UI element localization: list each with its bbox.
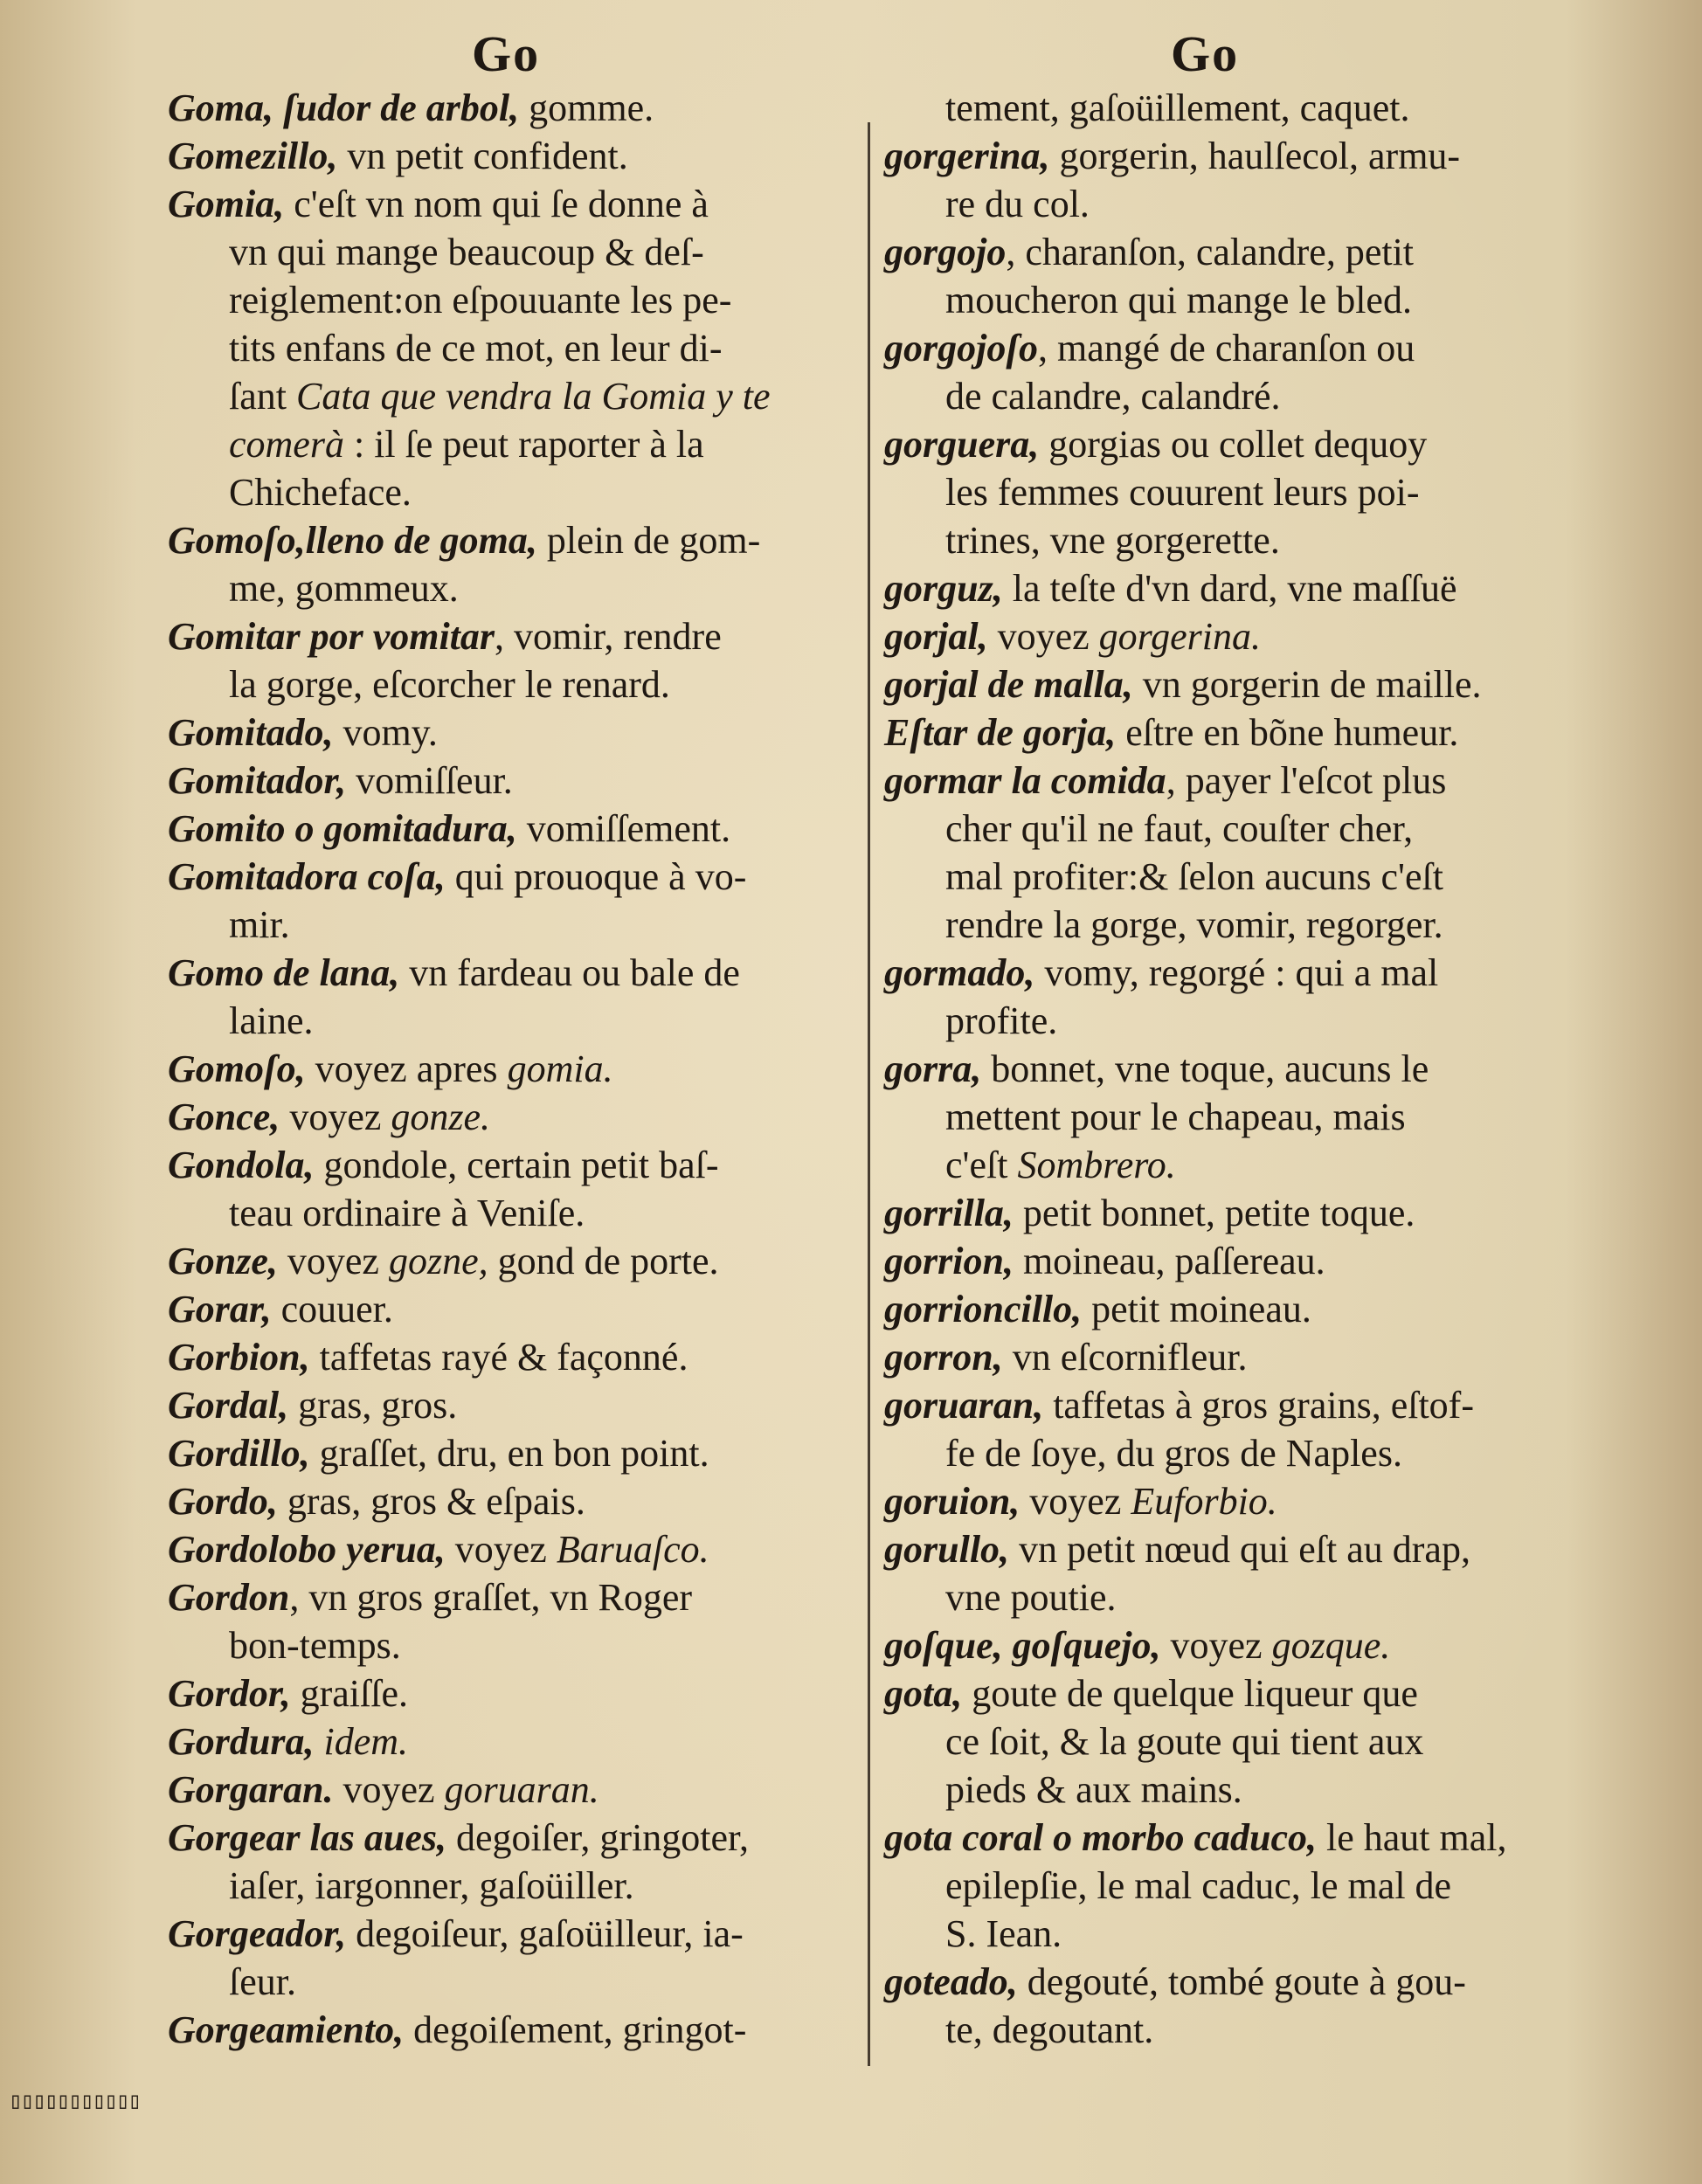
italic-text: goruaran. — [444, 1768, 599, 1811]
entry-continuation — [884, 516, 1590, 564]
entry-continuation — [884, 1766, 1590, 1814]
dictionary-entry — [168, 1525, 867, 1573]
definition-text: la teſte d'vn dard, vne maſſuë — [1002, 567, 1457, 610]
entry-continuation — [884, 1429, 1590, 1477]
headword: Gordor, — [168, 1672, 291, 1715]
definition-text: , vn gros graſſet, vn Roger — [289, 1576, 693, 1619]
definition-text: S. Iean. — [945, 1912, 1062, 1955]
headword: Gorgeador, — [168, 1912, 347, 1955]
definition-text: mir. — [229, 903, 290, 946]
entry-continuation — [168, 901, 867, 949]
definition-text: : il ſe peut raporter à la — [343, 423, 704, 466]
dictionary-entry — [884, 949, 1590, 997]
entry-continuation — [168, 564, 867, 612]
italic-text: Baruaſco. — [556, 1528, 709, 1571]
definition-text: reiglement:on eſpouuante les pe- — [229, 279, 732, 321]
headword: gorullo, — [884, 1528, 1010, 1571]
headword: Gomia, — [168, 183, 285, 225]
running-header-right: Go — [1171, 25, 1240, 82]
dictionary-entry — [168, 1045, 867, 1093]
headword: gota, — [884, 1672, 963, 1715]
dictionary-entry — [168, 1573, 867, 1621]
definition-text: trines, vne gorgerette. — [945, 519, 1280, 562]
definition-text: fe de ſoye, du gros de Naples. — [945, 1432, 1402, 1475]
definition-text: ce ſoit, & la goute qui tient aux — [945, 1720, 1424, 1763]
dictionary-entry — [168, 1141, 867, 1189]
italic-text: Cata que vendra la Gomia y te — [295, 375, 771, 418]
entry-continuation — [884, 372, 1590, 420]
dictionary-entry — [168, 1093, 867, 1141]
entry-continuation — [884, 276, 1590, 324]
definition-text: la gorge, eſcorcher le renard. — [229, 663, 670, 706]
definition-text: graſſet, dru, en bon point. — [309, 1432, 709, 1475]
headword: gorrilla, — [884, 1192, 1014, 1234]
entry-continuation — [168, 324, 867, 372]
headword: Gordal, — [168, 1384, 289, 1427]
definition-text: mal profiter:& ſelon aucuns c'eſt — [945, 855, 1443, 898]
headword: Gonze, — [168, 1240, 278, 1282]
headword: Gomoſo, — [168, 1047, 306, 1090]
entry-continuation — [168, 997, 867, 1045]
dictionary-entry — [884, 564, 1590, 612]
italic-text: Sombrero. — [1017, 1144, 1176, 1186]
definition-text: iaſer, iargonner, gaſoüiller. — [229, 1864, 634, 1907]
definition-text: vn petit confident. — [337, 135, 628, 177]
definition-text: le haut mal, — [1316, 1816, 1507, 1859]
definition-text: gondole, certain petit baſ- — [314, 1144, 719, 1186]
headword: Gomezillo, — [168, 135, 338, 177]
definition-text: voyez — [280, 1095, 391, 1138]
definition-text: ſant — [229, 375, 296, 418]
dictionary-entry — [884, 1333, 1590, 1381]
headword: gota coral o morbo caduco, — [884, 1816, 1317, 1859]
right-column — [884, 84, 1590, 2054]
italic-text: gozque. — [1271, 1624, 1391, 1667]
dictionary-entry — [884, 1477, 1590, 1525]
headword: Gorgeamiento, — [168, 2008, 405, 2051]
entry-continuation — [884, 805, 1590, 853]
headword: Gomitado, — [168, 711, 334, 754]
definition-text: qui prouoque à vo- — [445, 855, 747, 898]
entry-continuation — [884, 901, 1590, 949]
entry-continuation — [168, 420, 867, 468]
dictionary-entry — [168, 180, 867, 228]
entry-continuation — [884, 180, 1590, 228]
definition-text: tement, gaſoüillement, caquet. — [945, 86, 1410, 129]
italic-text: Euforbio. — [1131, 1480, 1277, 1523]
headword: gorrion, — [884, 1240, 1014, 1282]
dictionary-entry — [168, 949, 867, 997]
definition-text: vne poutie. — [945, 1576, 1117, 1619]
dictionary-entry — [884, 612, 1590, 660]
definition-text: re du col. — [945, 183, 1090, 225]
dictionary-entry — [884, 1237, 1590, 1285]
definition-text: vn petit nœud qui eſt au drap, — [1009, 1528, 1470, 1571]
definition-text: gond de porte. — [488, 1240, 719, 1282]
definition-text: epilepſie, le mal caduc, le mal de — [945, 1864, 1452, 1907]
definition-text: petit moineau. — [1082, 1288, 1311, 1330]
definition-text: goute de quelque liqueur que — [962, 1672, 1418, 1715]
definition-text: voyez — [1020, 1480, 1131, 1523]
headword: Gonce, — [168, 1095, 280, 1138]
dictionary-entry — [884, 1525, 1590, 1573]
entry-continuation — [168, 228, 867, 276]
dictionary-entry — [884, 660, 1590, 708]
entry-continuation — [168, 1189, 867, 1237]
dictionary-entry — [168, 1429, 867, 1477]
definition-text: vn qui mange beaucoup & deſ- — [229, 231, 704, 273]
italic-text: comerà — [229, 423, 344, 466]
definition-text: bon-temps. — [229, 1624, 401, 1667]
definition-text: voyez apres — [305, 1047, 508, 1090]
headword: Eſtar de gorja, — [884, 711, 1117, 754]
entry-continuation — [884, 1093, 1590, 1141]
dictionary-entry — [168, 1333, 867, 1381]
italic-text: idem. — [323, 1720, 409, 1763]
dictionary-entry — [884, 1621, 1590, 1669]
dictionary-entry — [168, 1766, 867, 1814]
definition-text: vomy. — [333, 711, 438, 754]
headword: Gorgear las aues, — [168, 1816, 447, 1859]
dictionary-entry — [168, 1381, 867, 1429]
dictionary-entry — [884, 132, 1590, 180]
entry-continuation — [884, 1910, 1590, 1958]
entry-continuation — [884, 997, 1590, 1045]
definition-text: gras, gros. — [288, 1384, 458, 1427]
definition-text: vomiſſeur. — [346, 759, 513, 802]
headword: Goma, ſudor de arbol, — [168, 86, 520, 129]
entry-continuation — [884, 2006, 1590, 2054]
definition-text: degoiſeur, gaſoüilleur, ia- — [346, 1912, 744, 1955]
dictionary-entry — [884, 1189, 1590, 1237]
headword: goſque, goſquejo, — [884, 1624, 1161, 1667]
dictionary-entry — [884, 1958, 1590, 2006]
definition-text: bonnet, vne toque, aucuns le — [981, 1047, 1429, 1090]
dictionary-entry — [884, 1814, 1590, 1862]
definition-text: c'eſt — [945, 1144, 1018, 1186]
headword: Gomito o gomitadura, — [168, 807, 517, 850]
definition-text: de calandre, calandré. — [945, 375, 1281, 418]
dictionary-entry — [884, 420, 1590, 468]
definition-text: taffetas rayé & façonné. — [309, 1336, 688, 1379]
entry-continuation — [168, 1958, 867, 2006]
dictionary-entry — [884, 1669, 1590, 1717]
definition-text: gorgerin, haulſecol, armu- — [1049, 135, 1461, 177]
dictionary-entry — [168, 757, 867, 805]
definition-text: , payer l'eſcot plus — [1166, 759, 1447, 802]
running-header-left: Go — [472, 25, 541, 82]
entry-continuation — [168, 468, 867, 516]
dictionary-entry — [884, 1045, 1590, 1093]
dictionary-entry — [168, 1237, 867, 1285]
definition-text: moineau, paſſereau. — [1013, 1240, 1325, 1282]
definition-text: degoiſer, gringoter, — [446, 1816, 749, 1859]
dictionary-entry — [168, 1477, 867, 1525]
definition-text: plein de gom- — [536, 519, 761, 562]
definition-text: vomy, regorgé : qui a mal — [1034, 951, 1439, 994]
headword: gorguera, — [884, 423, 1040, 466]
dictionary-entry — [884, 708, 1590, 757]
dictionary-entry — [168, 1669, 867, 1717]
italic-text: gorgerina. — [1098, 615, 1262, 658]
entry-continuation — [168, 1621, 867, 1669]
headword: gormar la comida — [884, 759, 1166, 802]
entry-continuation — [884, 1717, 1590, 1766]
definition-text: eſtre en bõne humeur. — [1116, 711, 1459, 754]
dictionary-entry — [168, 708, 867, 757]
headword: gorjal, — [884, 615, 988, 658]
headword: Gordura, — [168, 1720, 315, 1763]
dictionary-entry — [168, 132, 867, 180]
headword: gorra, — [884, 1047, 982, 1090]
definition-text: tits enfans de ce mot, en leur di- — [229, 327, 723, 370]
dictionary-entry — [168, 805, 867, 853]
dictionary-entry — [168, 1717, 867, 1766]
definition-text: petit bonnet, petite toque. — [1013, 1192, 1415, 1234]
definition-text: degouté, tombé goute à gou- — [1017, 1960, 1466, 2003]
definition-text: , vomir, rendre — [495, 615, 722, 658]
dictionary-entry — [884, 324, 1590, 372]
dictionary-entry — [884, 228, 1590, 276]
headword: Gordon — [168, 1576, 290, 1619]
italic-text: gomia. — [507, 1047, 613, 1090]
dictionary-entry — [168, 853, 867, 901]
definition-text: rendre la gorge, vomir, regorger. — [945, 903, 1443, 946]
italic-text: gozne, — [388, 1240, 488, 1282]
dictionary-entry — [884, 1381, 1590, 1429]
definition-text: , mangé de charanſon ou — [1038, 327, 1415, 370]
headword: goruion, — [884, 1480, 1021, 1523]
headword: gorjal de malla, — [884, 663, 1133, 706]
definition-text: taffetas à gros grains, eſtof- — [1043, 1384, 1474, 1427]
headword: gorron, — [884, 1336, 1003, 1379]
dictionary-entry — [168, 1910, 867, 1958]
headword: goruaran, — [884, 1384, 1044, 1427]
headword: gorgojoſo — [884, 327, 1038, 370]
definition-text: degoiſement, gringot- — [404, 2008, 747, 2051]
entry-continuation — [168, 1862, 867, 1910]
headword: gorgojo — [884, 231, 1007, 273]
headword: Gomoſo,lleno de goma, — [168, 519, 537, 562]
entry-continuation — [884, 84, 1590, 132]
definition-text: les femmes couurent leurs poi- — [945, 471, 1420, 514]
definition-text: gras, gros & eſpais. — [277, 1480, 585, 1523]
definition-text: vomiſſement. — [516, 807, 731, 850]
dictionary-entry — [168, 612, 867, 660]
headword: Gorgaran. — [168, 1768, 334, 1811]
dictionary-entry — [168, 2006, 867, 2054]
headword: Gorar, — [168, 1288, 272, 1330]
definition-text: pieds & aux mains. — [945, 1768, 1242, 1811]
definition-text: te, degoutant. — [945, 2008, 1154, 2051]
dictionary-entry — [168, 516, 867, 564]
headword: Gordillo, — [168, 1432, 310, 1475]
entry-continuation — [884, 1141, 1590, 1189]
headword: Gomo de lana, — [168, 951, 400, 994]
definition-text: teau ordinaire à Veniſe. — [229, 1192, 585, 1234]
column-divider — [868, 122, 870, 2066]
definition-text: vn gorgerin de maille. — [1132, 663, 1482, 706]
italic-text: gonze. — [391, 1095, 491, 1138]
definition-text: voyez — [333, 1768, 445, 1811]
headword: gormado, — [884, 951, 1035, 994]
definition-text: laine. — [229, 999, 314, 1042]
headword: Gordolobo yerua, — [168, 1528, 446, 1571]
definition-text: Chicheface. — [229, 471, 412, 514]
definition-text — [315, 1720, 324, 1763]
dictionary-entry — [884, 757, 1590, 805]
definition-text: voyez — [987, 615, 1099, 658]
definition-text: voyez — [277, 1240, 389, 1282]
definition-text: me, gommeux. — [229, 567, 459, 610]
footer-mark: ▯▯▯▯▯▯▯▯▯▯▯ — [9, 2088, 141, 2114]
definition-text: graiſſe. — [290, 1672, 408, 1715]
headword: Gorbion, — [168, 1336, 310, 1379]
definition-text: voyez — [1160, 1624, 1272, 1667]
headword: gorrioncillo, — [884, 1288, 1083, 1330]
entry-continuation — [884, 853, 1590, 901]
headword: Gomitador, — [168, 759, 347, 802]
headword: gorguz, — [884, 567, 1003, 610]
dictionary-entry — [168, 1285, 867, 1333]
definition-text: profite. — [945, 999, 1058, 1042]
entry-continuation — [168, 660, 867, 708]
definition-text: voyez — [445, 1528, 557, 1571]
dictionary-entry — [884, 1285, 1590, 1333]
definition-text: vn eſcornifleur. — [1002, 1336, 1248, 1379]
definition-text: , charanſon, calandre, petit — [1006, 231, 1415, 273]
definition-text: ſeur. — [229, 1960, 296, 2003]
definition-text: moucheron qui mange le bled. — [945, 279, 1412, 321]
left-column — [168, 84, 867, 2054]
entry-continuation — [884, 468, 1590, 516]
entry-continuation — [884, 1862, 1590, 1910]
definition-text: gorgias ou collet dequoy — [1039, 423, 1428, 466]
definition-text: cher qu'il ne faut, couſter cher, — [945, 807, 1414, 850]
headword: Gordo, — [168, 1480, 278, 1523]
entry-continuation — [168, 372, 867, 420]
dictionary-entry — [168, 84, 867, 132]
definition-text: mettent pour le chapeau, mais — [945, 1095, 1406, 1138]
entry-continuation — [884, 1573, 1590, 1621]
definition-text: couuer. — [271, 1288, 393, 1330]
headword: goteado, — [884, 1960, 1018, 2003]
definition-text: c'eſt vn nom qui ſe donne à — [284, 183, 709, 225]
dictionary-entry — [168, 1814, 867, 1862]
headword: gorgerina, — [884, 135, 1050, 177]
entry-continuation — [168, 276, 867, 324]
definition-text: gomme. — [519, 86, 654, 129]
definition-text: vn fardeau ou bale de — [399, 951, 740, 994]
headword: Gomitar por vomitar — [168, 615, 495, 658]
headword: Gondola, — [168, 1144, 315, 1186]
headword: Gomitadora coſa, — [168, 855, 446, 898]
